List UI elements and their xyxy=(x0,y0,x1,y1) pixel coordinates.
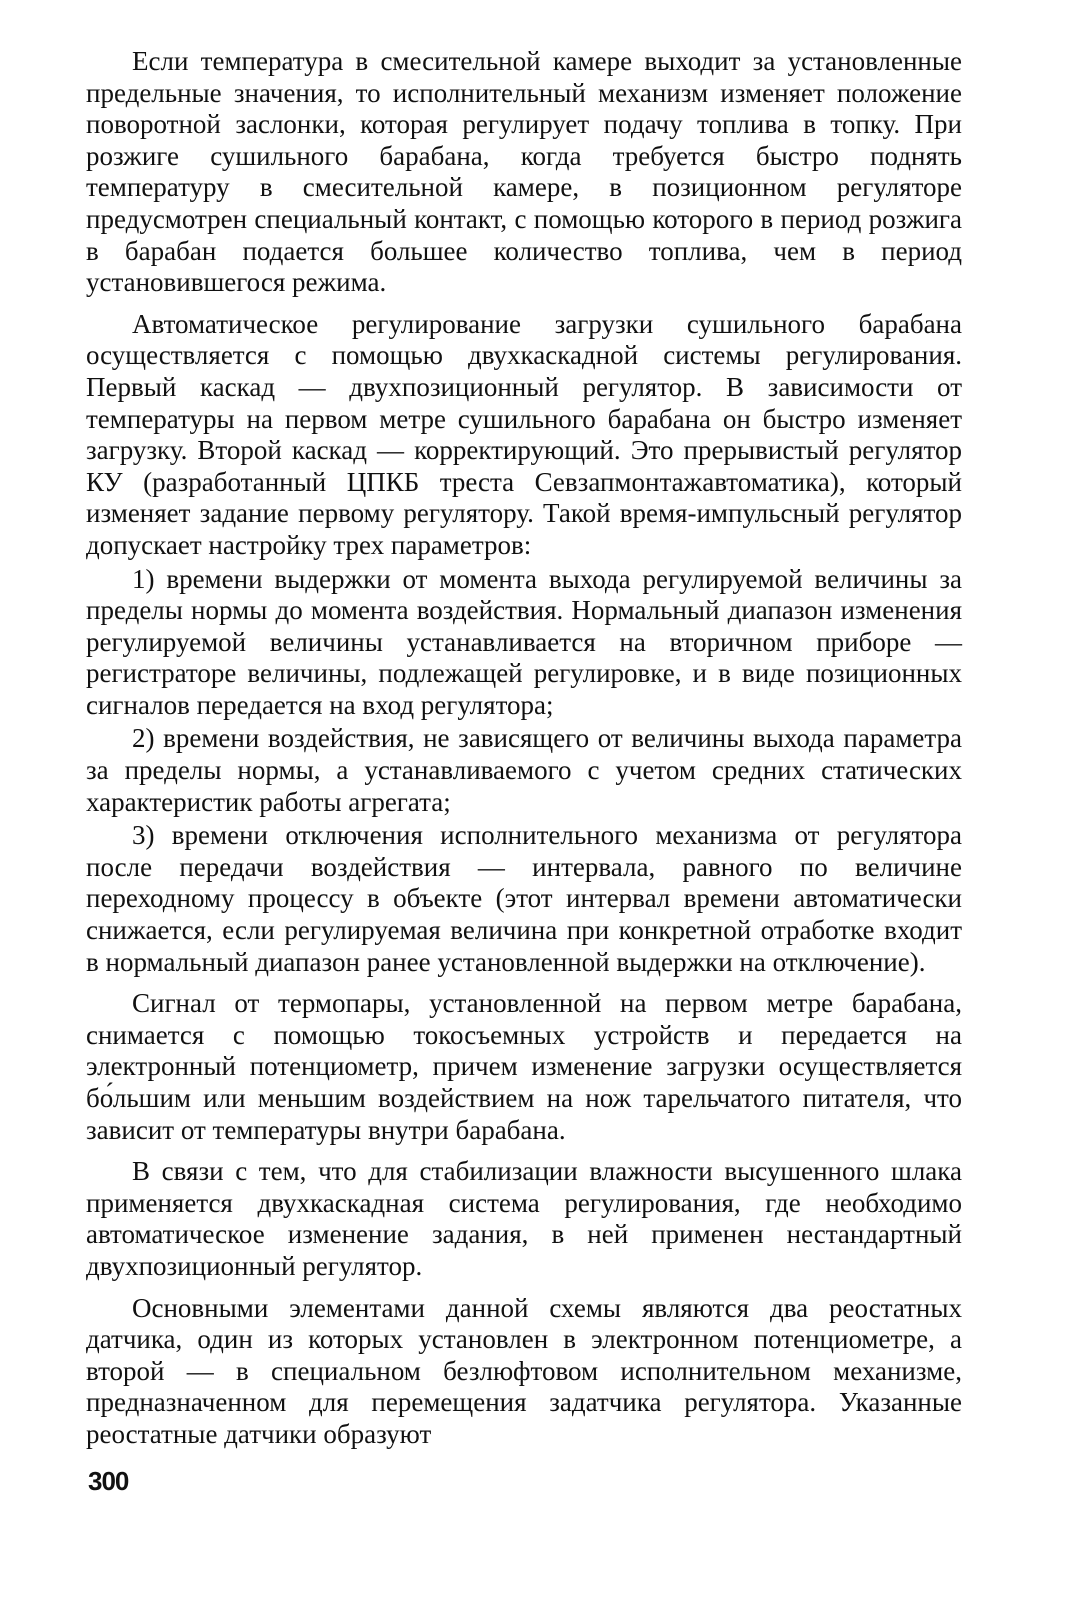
page-body xyxy=(86,46,962,1461)
paragraph-two-cascade: В связи с тем, что для стабилизации влажности высушенного шлака применяется двухкаскадная система регулирования, где необходимо автоматическое изменение задания, в ней применен нестандартный двухпозиционный регулятор. xyxy=(86,1156,962,1281)
list-item-action-time: 2) времени воздействия, не зависящего от величины выхода параметра за пределы нормы, а устанавливаемого с учетом средних статических характеристик работы агрегата; xyxy=(86,723,962,817)
list-item-hold-time: 1) времени выдержки от момента выхода регулируемой величины за пределы нормы до момента воздействия. Нормальный диапазон изменения регулируемой величины устанавливается на вторичном приборе — регистраторе величины, подлежащей регулировке, и в виде позиционных сигналов передается на вход регулятора; xyxy=(86,563,962,720)
paragraph-rheostat-sensors: Основными элементами данной схемы являются два реостатных датчика, один из которых установлен в электронном потенциометре, а второй — в специальном безлюфтовом исполнительном механизме, предназначенном для перемещения задатчика регулятора. Указанные реостатные датчики образуют xyxy=(86,1292,962,1449)
paragraph-mixing-chamber: Если температура в смесительной камере выходит за установленные предельные значения, то исполнительный механизм изменяет положение поворотной заслонки, которая регулирует подачу топлива в топку. При розжиге сушильного барабана, когда требуется быстро поднять температуру в смесительной камере, в позиционном регуляторе предусмотрен специальный контакт, с помощью которого в период розжига в барабан подается большее количество топлива, чем в период установившегося режима. xyxy=(86,46,962,298)
paragraph-drum-loading: Автоматическое регулирование загрузки сушильного барабана осуществляется с помощью двухкаскадной системы регулирования. Первый каскад — двухпозиционный регулятор. В зависимости от температуры на первом метре сушильного барабана он быстро изменяет загрузку. Второй каскад — корректирующий. Это прерывистый регулятор КУ (разработанный ЦПКБ треста Севзапмонтажавтоматика), который изменяет задание первому регулятору. Такой время-импульсный регулятор допускает настройку трех параметров: xyxy=(86,308,962,560)
paragraph-thermocouple-signal: Сигнал от термопары, установленной на первом метре барабана, снимается с помощью токосъемных устройств и передается на электронный потенциометр, причем изменение загрузки осуществляется бо́льшим или меньшим воздействием на нож тарельчатого питателя, что зависит от температуры внутри барабана. xyxy=(86,988,962,1145)
list-item-disconnect-time: 3) времени отключения исполнительного механизма от регулятора после передачи воздействия — интервала, равного по величине переходному процессу в объекте (этот интервал времени автоматически снижается, если регулируемая величина при конкретной отработке входит в нормальный диапазон ранее установленной выдержки на отключение). xyxy=(86,820,962,977)
page-number: 300 xyxy=(88,1466,129,1496)
